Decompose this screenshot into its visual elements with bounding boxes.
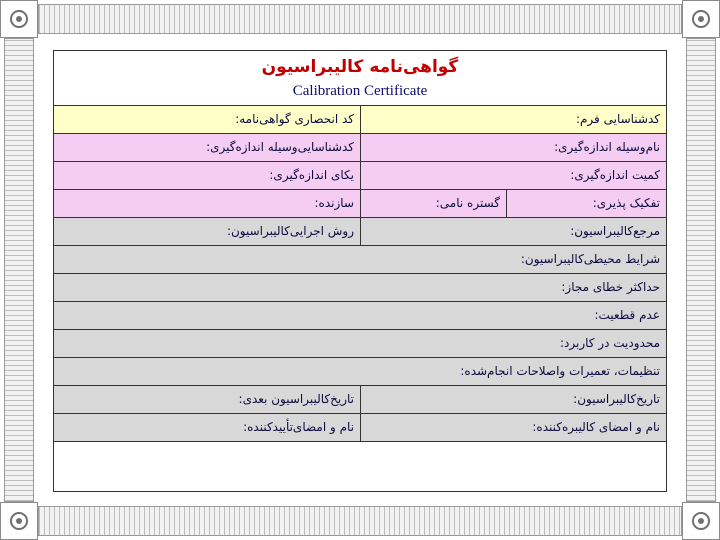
nominal-range-field: گستره نامی: — [360, 190, 506, 217]
adjustments-field: تنظیمات، تعمیرات واصلاحات انجام‌شده: — [460, 364, 660, 378]
table-bottom-rule — [54, 441, 666, 442]
row-environment — [54, 245, 666, 273]
corner-ornament-top-right — [682, 0, 720, 38]
unit-field: یکای اندازه‌گیری: — [269, 168, 354, 182]
ring-icon — [692, 10, 710, 28]
next-calibration-date-field: تاریخ‌کالیبراسیون بعدی: — [238, 392, 354, 406]
uncertainty-field: عدم قطعیت: — [594, 308, 660, 322]
corner-ornament-top-left — [0, 0, 38, 38]
row-resolution — [54, 189, 666, 217]
row-quantity — [54, 161, 666, 189]
row-instrument-name — [54, 133, 666, 161]
corner-ornament-bottom-left — [0, 502, 38, 540]
certificate-title-persian: گواهی‌نامه کالیبراسیون — [261, 57, 459, 77]
reference-field: مرجع‌کالیبراسیون: — [360, 218, 666, 245]
row-max-error — [54, 273, 666, 301]
method-field: روش اجرایی‌کالیبراسیون: — [226, 224, 354, 238]
row-calibration-date — [54, 385, 666, 413]
resolution-field: تفکیک پذیری: — [506, 190, 666, 217]
row-uncertainty — [54, 301, 666, 329]
calibrator-signature-field: نام و امضای کالیبره‌کننده: — [360, 414, 666, 441]
instrument-name-field: نام‌وسیله اندازه‌گیری: — [360, 134, 666, 161]
top-border-stripe — [38, 4, 682, 34]
instrument-id-field: کدشناسایی‌وسیله اندازه‌گیری: — [206, 140, 354, 154]
row-reference — [54, 217, 666, 245]
ring-icon — [692, 512, 710, 530]
environment-field: شرایط محیطی‌کالیبراسیون: — [520, 252, 660, 266]
calibration-date-field: تاریخ‌کالیبراسیون: — [360, 386, 666, 413]
approver-signature-field: نام و امضای‌تأیید‌کننده: — [243, 420, 354, 434]
quantity-field: کمیت اندازه‌گیری: — [360, 162, 666, 189]
right-border-stripe — [686, 38, 716, 502]
row-adjustments — [54, 357, 666, 385]
certificate-id-field: کد انحصاری گواهی‌نامه: — [235, 112, 354, 126]
max-error-field: حداکثر خطای مجاز: — [561, 280, 660, 294]
corner-ornament-bottom-right — [682, 502, 720, 540]
form-id-field: کدشناسایی فرم: — [360, 106, 666, 133]
bottom-border-stripe — [38, 506, 682, 536]
row-signatures — [54, 413, 666, 441]
row-limitations — [54, 329, 666, 357]
certificate-title-english: Calibration Certificate — [292, 83, 428, 99]
row-form-id — [54, 105, 666, 133]
manufacturer-field: سازنده: — [314, 196, 354, 210]
calibration-certificate — [53, 50, 667, 492]
limitations-field: محدودیت در کاربرد: — [559, 336, 660, 350]
left-border-stripe — [4, 38, 34, 502]
ring-icon — [10, 512, 28, 530]
ring-icon — [10, 10, 28, 28]
